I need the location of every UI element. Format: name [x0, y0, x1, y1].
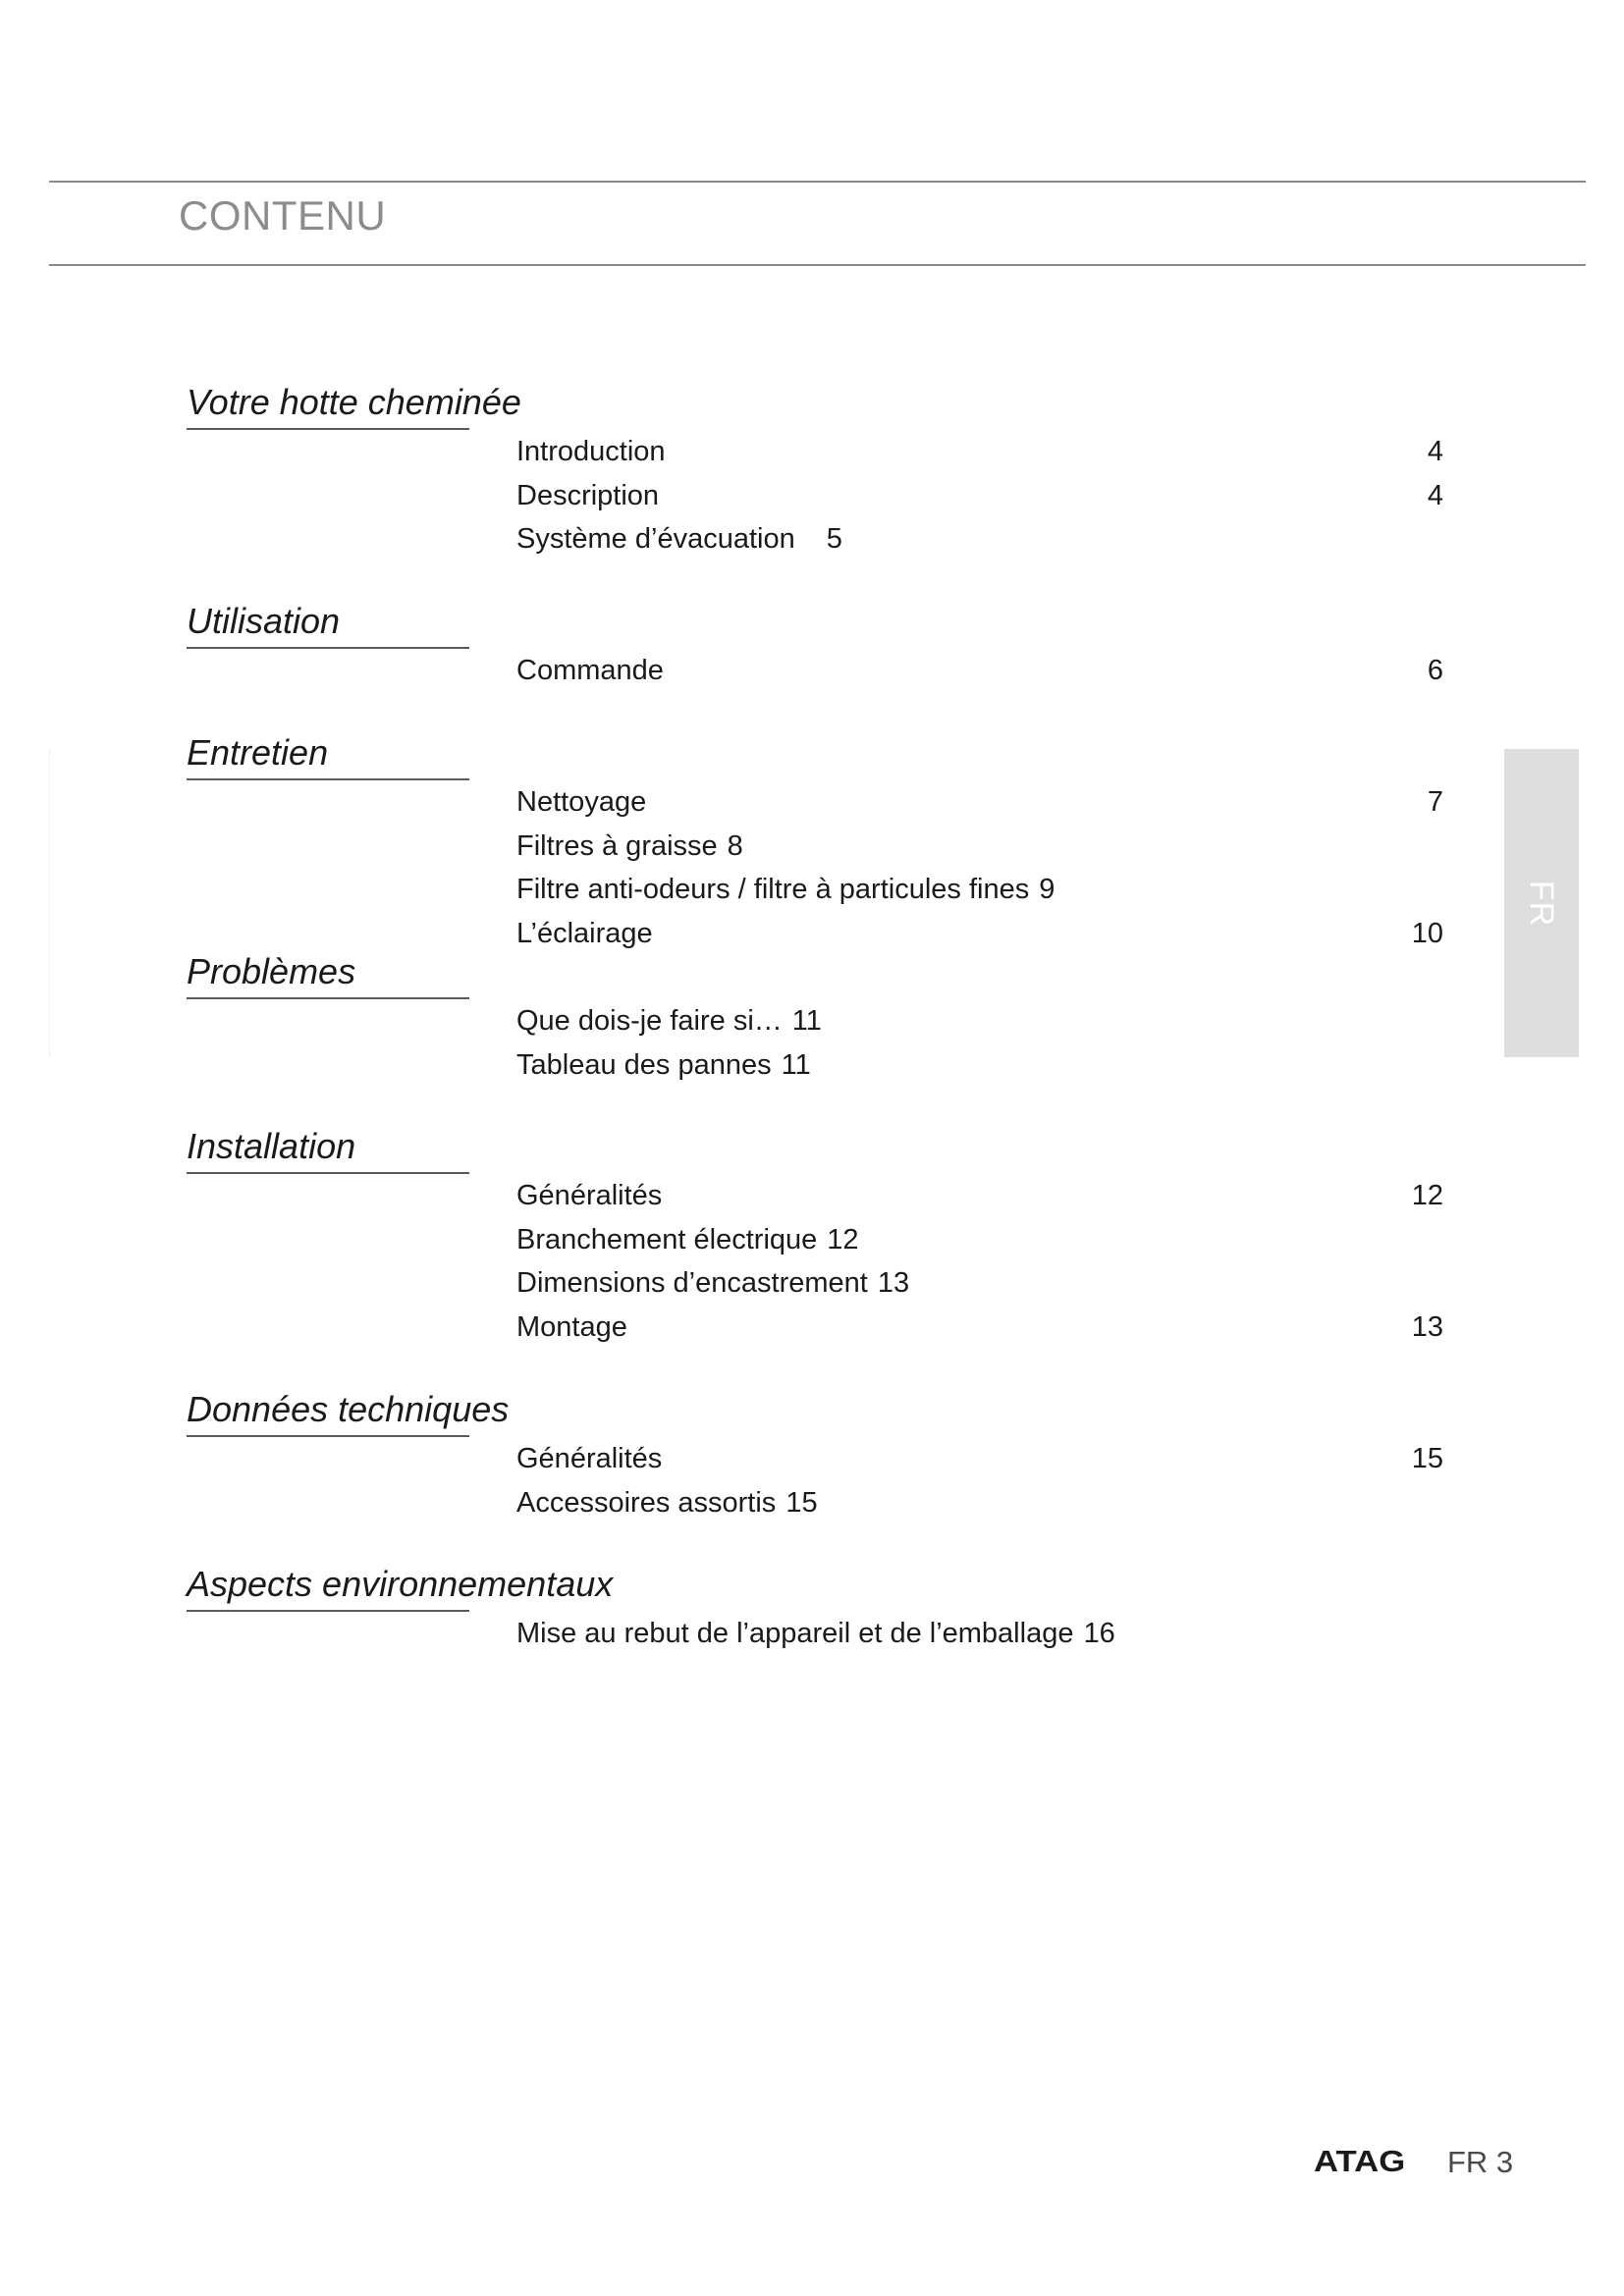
- entry-page: 4: [1427, 479, 1443, 511]
- entry-label: Branchement électrique: [516, 1223, 818, 1255]
- entry-page: 13: [1411, 1310, 1443, 1343]
- top-rule: [49, 181, 1586, 183]
- entry-label: Généralités: [516, 1443, 663, 1474]
- entry-label: Commande: [516, 655, 664, 686]
- section-heading: Utilisation: [187, 602, 469, 649]
- toc-entry[interactable]: [516, 868, 1443, 912]
- section-entries: [516, 649, 1443, 693]
- section-heading: Données techniques: [187, 1390, 469, 1437]
- toc-section: [187, 382, 1443, 555]
- entry-label: Tableau des pannes: [516, 1048, 772, 1081]
- entry-label: Mise au rebut de l’appareil et de l’emballage: [516, 1618, 1074, 1649]
- toc-entry[interactable]: [516, 780, 1443, 825]
- margin-mark: [49, 749, 50, 1057]
- toc-section: [187, 1126, 1443, 1343]
- entry-label: Nettoyage: [516, 786, 647, 818]
- toc-entry[interactable]: [516, 1612, 1443, 1656]
- entry-label: Que dois-je faire si…: [516, 1005, 783, 1037]
- entry-page: 7: [1427, 786, 1443, 818]
- entry-label: Montage: [516, 1310, 627, 1343]
- section-entries: [516, 999, 1443, 1087]
- toc-entry[interactable]: [516, 517, 1443, 561]
- section-heading: Votre hotte cheminée: [187, 383, 469, 430]
- entry-label: Généralités: [516, 1180, 663, 1211]
- section-heading: Entretien: [187, 733, 469, 780]
- toc-entry[interactable]: [516, 1218, 1443, 1262]
- entry-page: 16: [1083, 1618, 1115, 1649]
- toc-entry[interactable]: [516, 825, 1443, 869]
- page-title: CONTENU: [179, 192, 387, 239]
- entry-page: 11: [781, 1048, 811, 1081]
- entry-page: 10: [1411, 917, 1443, 949]
- entry-page: 5: [826, 523, 842, 555]
- section-entries: [516, 1437, 1443, 1524]
- toc-entry[interactable]: [516, 1174, 1443, 1218]
- entry-page: 6: [1427, 655, 1443, 686]
- toc-section: [187, 1389, 1443, 1519]
- toc-entry[interactable]: [516, 1043, 1443, 1088]
- entry-page: 4: [1427, 436, 1443, 467]
- section-entries: [516, 1174, 1443, 1349]
- language-tab-label: FR: [1523, 880, 1561, 927]
- section-heading: Installation: [187, 1127, 469, 1174]
- entry-label: Introduction: [516, 436, 666, 467]
- entry-page: 8: [727, 829, 743, 862]
- section-entries: [516, 430, 1443, 561]
- section-heading: Problèmes: [187, 952, 469, 999]
- entry-page: 12: [1411, 1180, 1443, 1211]
- toc-entry[interactable]: [516, 912, 1443, 956]
- toc-entry[interactable]: [516, 649, 1443, 693]
- toc-section: [187, 601, 1443, 686]
- toc-section: [187, 732, 1443, 949]
- brand-logo: ATAG: [1314, 2144, 1406, 2178]
- toc-entry[interactable]: [516, 1437, 1443, 1481]
- entry-label: Filtre anti-odeurs / filtre à particules fines: [516, 874, 1030, 905]
- entry-label: Filtres à graisse: [516, 829, 718, 862]
- toc-entry[interactable]: [516, 1261, 1443, 1306]
- entry-page: 13: [877, 1267, 910, 1299]
- toc-entry[interactable]: [516, 430, 1443, 474]
- entry-label: Accessoires assortis: [516, 1486, 777, 1519]
- section-entries: [516, 1612, 1443, 1656]
- header-bottom-rule: [49, 264, 1586, 266]
- entry-page: 12: [827, 1223, 859, 1255]
- entry-page: 15: [1411, 1443, 1443, 1474]
- entry-label: Système d’évacuation: [516, 523, 795, 555]
- toc-section: [187, 1564, 1443, 1649]
- entry-page: 15: [785, 1486, 818, 1519]
- toc-entry[interactable]: [516, 474, 1443, 518]
- toc-section: [187, 951, 1443, 1081]
- toc-entry[interactable]: [516, 999, 1443, 1043]
- page-number: FR 3: [1447, 2145, 1514, 2179]
- section-entries: [516, 780, 1443, 955]
- toc-entry[interactable]: [516, 1481, 1443, 1525]
- toc-entry[interactable]: [516, 1306, 1443, 1350]
- entry-label: L’éclairage: [516, 917, 653, 949]
- entry-label: Description: [516, 479, 660, 511]
- language-tab: [1504, 749, 1579, 1057]
- entry-page: 9: [1039, 874, 1056, 905]
- entry-label: Dimensions d’encastrement: [516, 1267, 868, 1299]
- section-heading: Aspects environnementaux: [187, 1565, 469, 1612]
- entry-page: 11: [791, 1005, 822, 1037]
